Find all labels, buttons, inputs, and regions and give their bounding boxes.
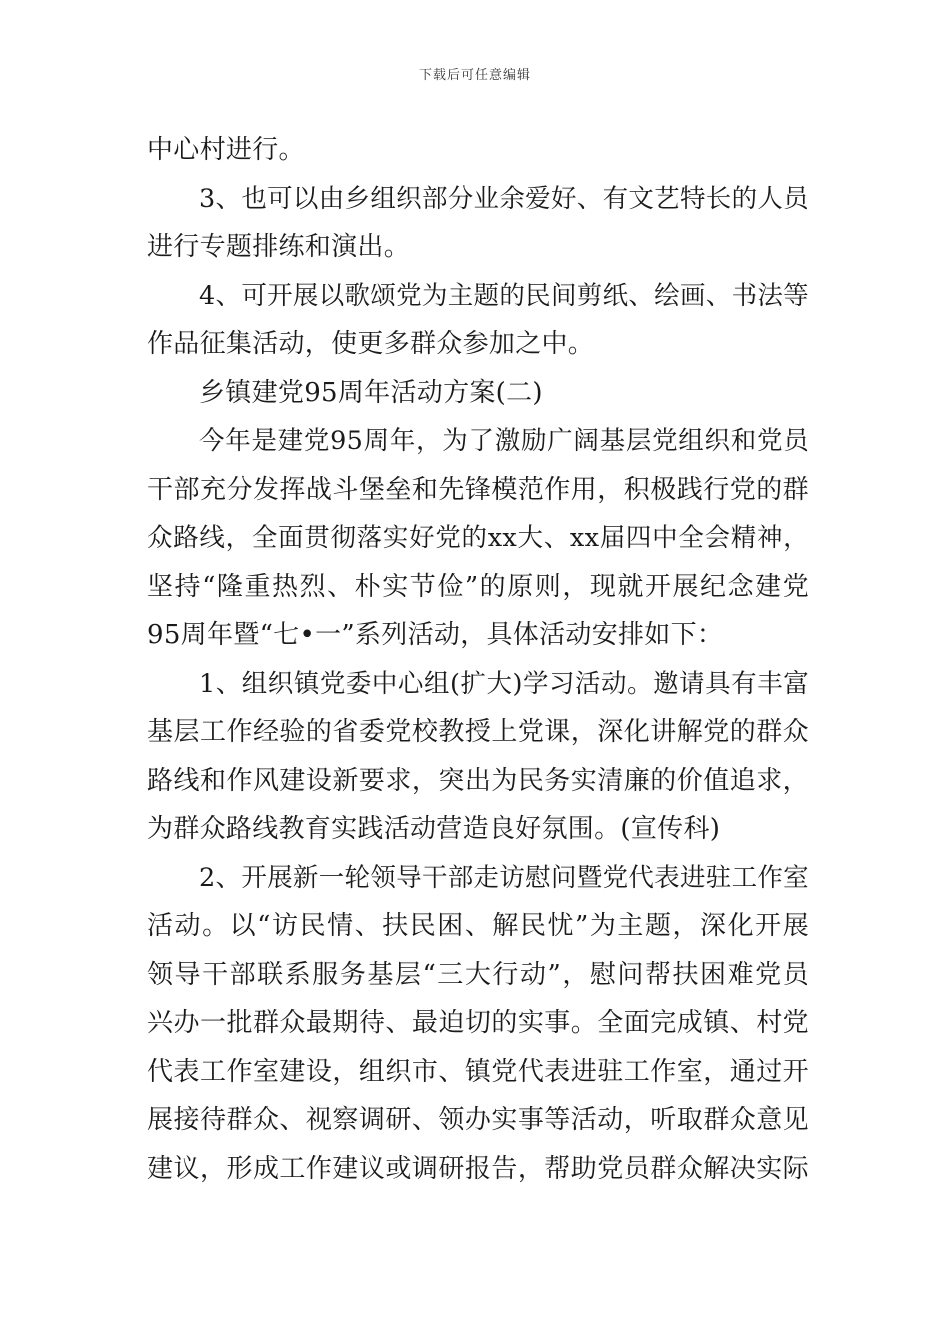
text-line: 作品征集活动，使更多群众参加之中。 (147, 329, 595, 359)
text-line: 干部充分发挥战斗堡垒和先锋模范作用，积极践行党的群 (147, 474, 809, 505)
text-line: 4、可开展以歌颂党为主题的民间剪纸、绘画、书法等 (199, 280, 809, 311)
text-line: 代表工作室建设，组织市、镇党代表进驻工作室，通过开 (147, 1056, 809, 1087)
text-line: 为群众路线教育实践活动营造良好氛围。(宣传科) (147, 814, 721, 844)
text-line: 今年是建党95周年，为了激励广阔基层党组织和党员 (199, 426, 809, 456)
text-line: 基层工作经验的省委党校教授上党课，深化讲解党的群众 (147, 717, 809, 747)
text-line: 95周年暨“七•一”系列活动，具体活动安排如下： (147, 620, 724, 650)
text-line: 1、组织镇党委中心组(扩大)学习活动。邀请具有丰富 (199, 668, 809, 699)
text-line: 活动。以“访民情、扶民困、解民忧”为主题，深化开展 (147, 911, 809, 941)
page-header: 下载后可任意编辑 (418, 68, 531, 83)
text-line: 路线和作风建设新要求，突出为民务实清廉的价值追求， (147, 765, 809, 796)
text-line: 中心村进行。 (147, 135, 305, 165)
text-line: 建议，形成工作建议或调研报告，帮助党员群众解决实际 (147, 1153, 809, 1184)
text-line: 坚持“隆重热烈、朴实节俭”的原则，现就开展纪念建党 (147, 571, 809, 602)
text-line: 领导干部联系服务基层“三大行动”，慰问帮扶困难党员 (147, 959, 809, 990)
text-line: 众路线，全面贯彻落实好党的xx大、xx届四中全会精神， (147, 523, 809, 553)
text-line: 兴办一批群众最期待、最迫切的实事。全面完成镇、村党 (147, 1008, 809, 1038)
section-heading: 乡镇建党95周年活动方案(二) (199, 377, 543, 408)
text-line: 展接待群众、视察调研、领办实事等活动，听取群众意见 (147, 1105, 809, 1135)
text-line: 3、也可以由乡组织部分业余爱好、有文艺特长的人员 (199, 183, 809, 214)
text-line: 进行专题排练和演出。 (147, 232, 411, 262)
text-line: 2、开展新一轮领导干部走访慰问暨党代表进驻工作室 (199, 862, 809, 893)
document-body (147, 126, 809, 1193)
